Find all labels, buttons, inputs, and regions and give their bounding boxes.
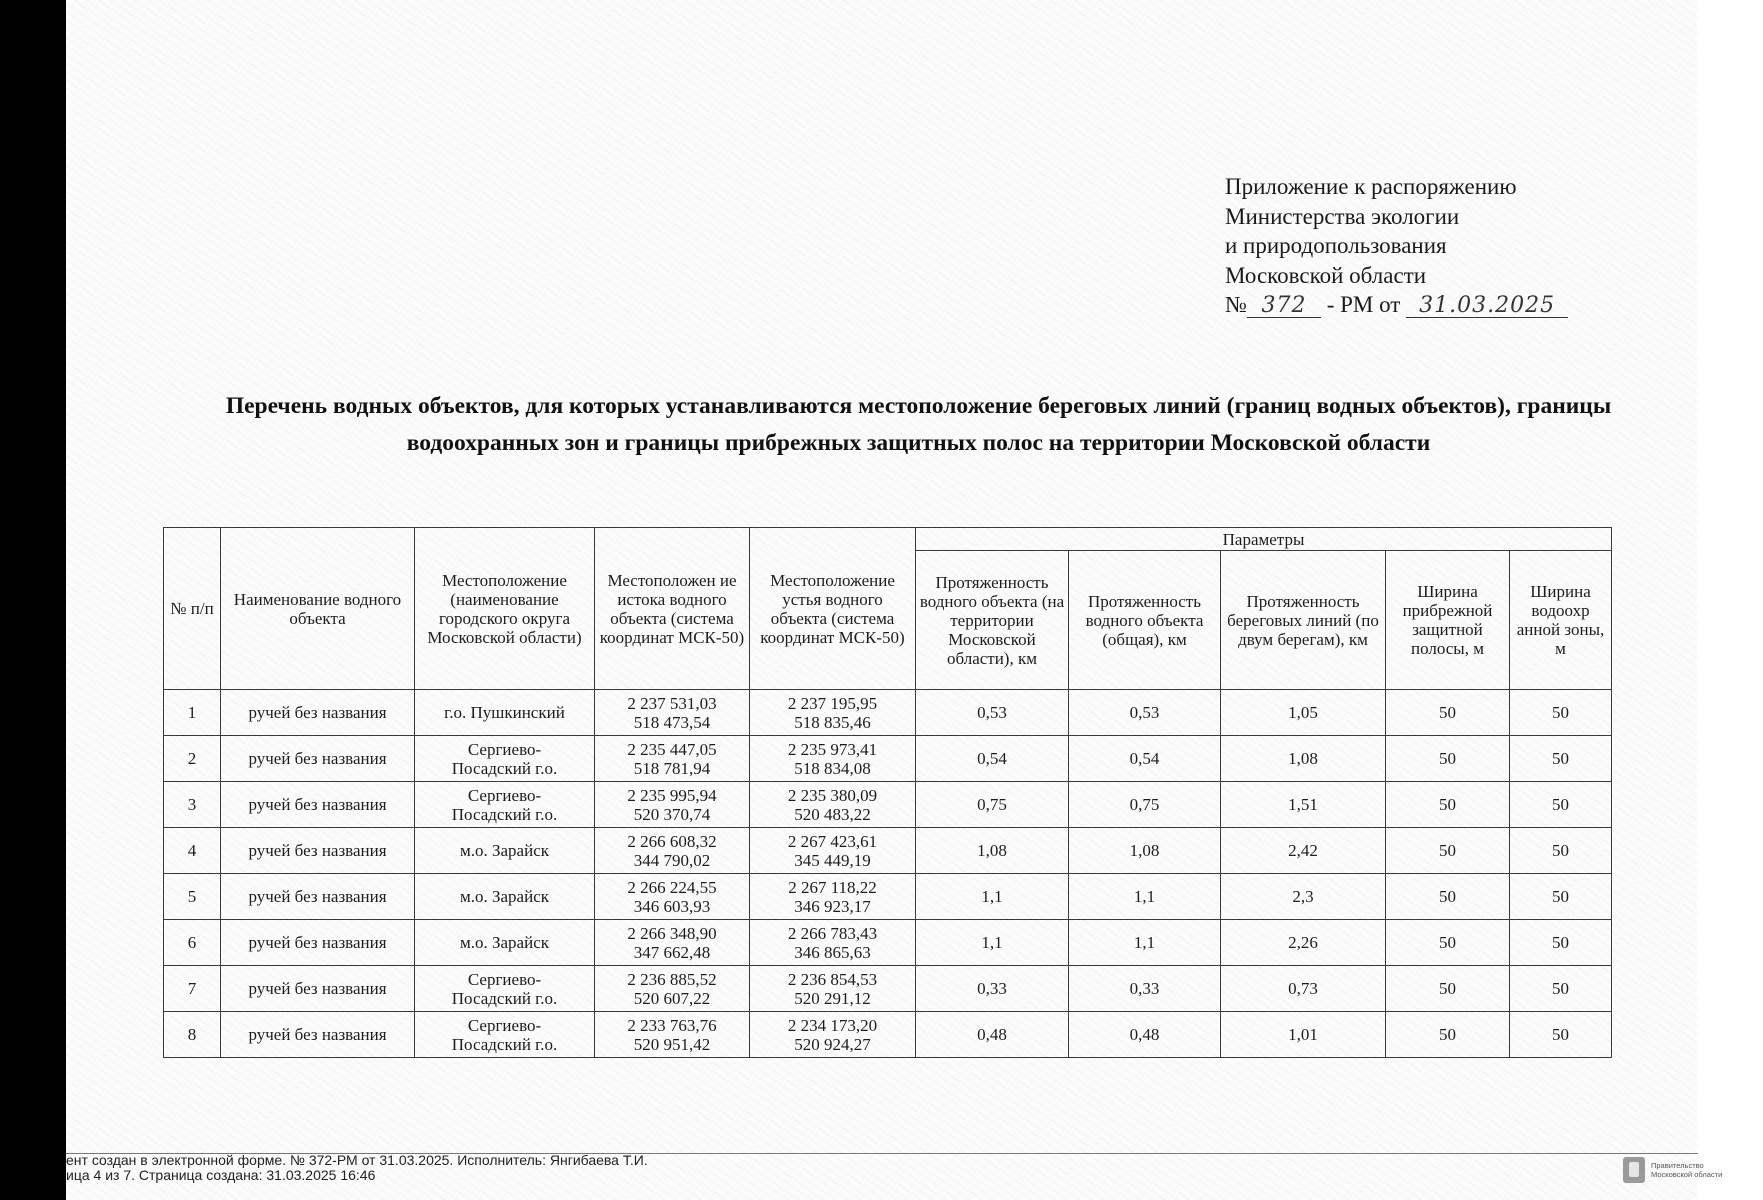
cell-text: 2 237 195,95	[787, 693, 878, 713]
row-zone-width-cell	[1510, 782, 1612, 828]
row-len-total-cell	[1069, 736, 1221, 782]
row-mouth-cell	[750, 782, 916, 828]
row-zone-width-cell	[1510, 920, 1612, 966]
header-len-total: Протяженность водного объекта (общая), км	[1069, 551, 1221, 690]
cell-text: м.о. Зарайск	[459, 933, 550, 952]
gov-logo	[1623, 1153, 1763, 1187]
cell-text: 347 662,48	[633, 942, 711, 962]
row-len-total-cell	[1069, 874, 1221, 920]
header-len-region: Протяженность водного объекта (на территории Московской области), км	[916, 551, 1069, 690]
cell-text: 2 235 447,05	[627, 739, 717, 759]
cell-text: 0,53	[977, 703, 1007, 722]
row-zone-width-cell	[1510, 966, 1612, 1012]
row-num-cell	[164, 920, 221, 966]
cell-text: 2,3	[1292, 887, 1314, 906]
cell-text: ручей без названия	[248, 933, 387, 952]
row-zone-width-cell	[1510, 736, 1612, 782]
row-strip-width-cell	[1386, 920, 1510, 966]
row-len-shore-cell	[1221, 1012, 1386, 1058]
row-num-cell	[164, 782, 221, 828]
row-location-cell	[415, 966, 595, 1012]
row-name-cell	[221, 966, 415, 1012]
row-len-shore-cell	[1221, 874, 1386, 920]
cell-text: ручей без названия	[248, 841, 387, 860]
cell-text: 0,54	[977, 749, 1007, 768]
cell-text: 520 370,74	[633, 804, 711, 824]
cell-text: 1,51	[1288, 795, 1318, 814]
cell-text: 2,42	[1288, 841, 1318, 860]
row-zone-width-cell	[1510, 690, 1612, 736]
row-len-region-cell	[916, 1012, 1069, 1058]
number-middle-text: - РМ от	[1326, 292, 1401, 317]
cell-text: 50	[1439, 703, 1456, 722]
table-row	[164, 920, 1612, 966]
row-len-region-cell	[916, 828, 1069, 874]
row-name-cell	[221, 828, 415, 874]
cell-text: 2 266 348,90	[627, 923, 717, 943]
cell-text: 2 267 118,22	[788, 877, 877, 897]
cell-text: Посадский г.о.	[451, 804, 558, 824]
row-mouth-cell	[750, 920, 916, 966]
cell-text: 1,1	[1133, 933, 1156, 952]
cell-text: Сергиево-	[467, 785, 542, 805]
cell-text: ручей без названия	[248, 1025, 387, 1044]
cell-text: 50	[1439, 749, 1456, 768]
table-row	[164, 736, 1612, 782]
appendix-line: Министерства экологии	[1225, 203, 1460, 229]
row-source-cell	[595, 1012, 750, 1058]
cell-text: 346 865,63	[794, 942, 871, 962]
row-num-cell	[164, 828, 221, 874]
row-location-cell	[415, 1012, 595, 1058]
row-len-region-cell	[916, 736, 1069, 782]
cell-text: 520 607,22	[633, 988, 711, 1008]
cell-text: Посадский г.о.	[451, 988, 558, 1008]
cell-text: 6	[187, 933, 197, 952]
cell-text: 1	[187, 703, 197, 722]
row-len-region-cell	[916, 966, 1069, 1012]
cell-text: ручей без названия	[248, 887, 387, 906]
number-sign: №	[1225, 292, 1247, 317]
row-len-total-cell	[1069, 966, 1221, 1012]
cell-text: 2 235 973,41	[787, 739, 878, 759]
cell-text: 344 790,02	[633, 850, 711, 870]
cell-text: 8	[187, 1025, 197, 1044]
row-strip-width-cell	[1386, 1012, 1510, 1058]
row-num-cell	[164, 874, 221, 920]
cell-text: 1,1	[981, 933, 1003, 952]
cell-text: ручей без названия	[248, 703, 387, 722]
cell-text: 520 924,27	[794, 1034, 871, 1054]
cell-text: 0,75	[1129, 795, 1160, 814]
row-name-cell	[221, 690, 415, 736]
row-name-cell	[221, 736, 415, 782]
cell-text: 50	[1439, 887, 1456, 906]
cell-text: 1,05	[1288, 703, 1318, 722]
row-strip-width-cell	[1386, 966, 1510, 1012]
row-len-total-cell	[1069, 690, 1221, 736]
cell-text: 1,08	[977, 841, 1007, 860]
cell-text: 2 237 531,03	[627, 693, 717, 713]
row-source-cell	[595, 690, 750, 736]
cell-text: 520 483,22	[794, 804, 871, 824]
row-strip-width-cell	[1386, 690, 1510, 736]
cell-text: 50	[1552, 841, 1569, 860]
cell-text: 2 236 854,53	[787, 969, 878, 989]
row-mouth-cell	[750, 966, 916, 1012]
cell-text: 2,26	[1288, 933, 1318, 952]
cell-text: 50	[1552, 979, 1569, 998]
cell-text: 0,33	[977, 979, 1007, 998]
row-len-shore-cell	[1221, 782, 1386, 828]
row-mouth-cell	[750, 690, 916, 736]
cell-text: 1,1	[981, 887, 1003, 906]
row-location-cell	[415, 736, 595, 782]
table-row	[164, 1012, 1612, 1058]
cell-text: 345 449,19	[794, 850, 871, 870]
cell-text: ручей без названия	[248, 749, 387, 768]
cell-text: 2 266 608,32	[627, 831, 717, 851]
cell-text: 0,53	[1129, 703, 1160, 722]
cell-text: 518 834,08	[794, 758, 871, 778]
row-len-shore-cell	[1221, 920, 1386, 966]
cell-text: 50	[1439, 933, 1456, 952]
scan-black-margin	[0, 0, 66, 1200]
row-strip-width-cell	[1386, 782, 1510, 828]
row-strip-width-cell	[1386, 828, 1510, 874]
cell-text: м.о. Зарайск	[459, 887, 550, 906]
cell-text: 50	[1439, 1025, 1456, 1044]
cell-text: 1,1	[1133, 887, 1156, 906]
cell-text: 4	[187, 841, 197, 860]
cell-text: 2	[187, 749, 197, 768]
cell-text: 7	[187, 979, 197, 998]
footer-line: ент создан в электронной форме. № 372-РМ от 31.03.2025. Исполнитель: Янгибаева Т.И.	[66, 1152, 648, 1168]
water-objects-table	[163, 527, 1612, 1058]
table-row	[164, 690, 1612, 736]
table-row	[164, 966, 1612, 1012]
cell-text: 5	[187, 887, 197, 906]
row-name-cell	[221, 920, 415, 966]
row-len-total-cell	[1069, 828, 1221, 874]
cell-text: 50	[1439, 795, 1456, 814]
table-row	[164, 874, 1612, 920]
header-mouth: Местоположение устья водного объекта (система координат МСК-50)	[750, 528, 916, 690]
row-mouth-cell	[750, 874, 916, 920]
cell-text: 2 234 173,20	[787, 1015, 878, 1035]
row-num-cell	[164, 736, 221, 782]
cell-text: 0,48	[977, 1025, 1007, 1044]
row-len-region-cell	[916, 782, 1069, 828]
cell-text: 1,08	[1129, 841, 1160, 860]
row-len-shore-cell	[1221, 736, 1386, 782]
cell-text: 518 473,54	[633, 712, 711, 732]
gov-logo-line: Правительство	[1651, 1161, 1704, 1170]
cell-text: 1,08	[1288, 749, 1318, 768]
row-name-cell	[221, 782, 415, 828]
row-mouth-cell	[750, 828, 916, 874]
row-source-cell	[595, 828, 750, 874]
appendix-line: и природопользования	[1225, 233, 1447, 258]
cell-text: 0,48	[1129, 1025, 1160, 1044]
row-mouth-cell	[750, 1012, 916, 1058]
row-source-cell	[595, 966, 750, 1012]
row-location-cell	[415, 782, 595, 828]
cell-text: 520 291,12	[794, 988, 871, 1008]
cell-text: м.о. Зарайск	[459, 841, 550, 860]
cell-text: 2 235 380,09	[787, 785, 878, 805]
cell-text: 518 781,94	[633, 758, 711, 778]
cell-text: 50	[1552, 933, 1569, 952]
cell-text: 2 266 224,55	[627, 877, 717, 897]
row-source-cell	[595, 782, 750, 828]
cell-text: 0,73	[1288, 979, 1318, 998]
appendix-number-line	[1225, 290, 1568, 320]
row-name-cell	[221, 1012, 415, 1058]
row-location-cell	[415, 874, 595, 920]
footer-line: ица 4 из 7. Страница создана: 31.03.2025 16:46	[66, 1167, 376, 1183]
table-row	[164, 782, 1612, 828]
row-zone-width-cell	[1510, 874, 1612, 920]
header-len-shore: Протяженность береговых линий (по двум берегам), км	[1221, 551, 1386, 690]
cell-text: 50	[1552, 1025, 1569, 1044]
document-title: Перечень водных объектов, для которых устанавливаются местоположение береговых линий (границ водных объектов), границы водоохранных зон и границы прибрежных защитных полос на территории Московской области	[225, 393, 1612, 456]
cell-text: Посадский г.о.	[451, 1034, 558, 1054]
cell-text: ручей без названия	[248, 979, 387, 998]
cell-text: 50	[1552, 887, 1569, 906]
row-len-total-cell	[1069, 920, 1221, 966]
cell-text: 50	[1552, 795, 1569, 814]
cell-text: г.о. Пушкинский	[444, 703, 565, 722]
handwritten-date: 31.03.2025	[1406, 295, 1568, 318]
row-source-cell	[595, 736, 750, 782]
row-num-cell	[164, 690, 221, 736]
appendix-line: Приложение к распоряжению	[1225, 174, 1517, 199]
row-num-cell	[164, 966, 221, 1012]
row-mouth-cell	[750, 736, 916, 782]
row-source-cell	[595, 920, 750, 966]
gov-logo-line: Московской области	[1651, 1170, 1723, 1179]
cell-text: 0,75	[977, 795, 1007, 814]
header-num: № п/п	[164, 528, 221, 690]
row-source-cell	[595, 874, 750, 920]
cell-text: 0,33	[1129, 979, 1160, 998]
cell-text: 346 603,93	[633, 896, 711, 916]
row-num-cell	[164, 1012, 221, 1058]
cell-text: 520 951,42	[633, 1034, 711, 1054]
row-len-shore-cell	[1221, 966, 1386, 1012]
cell-text: 50	[1552, 703, 1569, 722]
row-name-cell	[221, 874, 415, 920]
cell-text: ручей без названия	[248, 795, 387, 814]
header-source: Местоположен ие истока водного объекта (система координат МСК-50)	[595, 528, 750, 690]
header-params: Параметры	[916, 528, 1612, 551]
appendix-block	[1225, 172, 1568, 320]
cell-text: 3	[187, 795, 197, 814]
cell-text: 2 267 423,61	[787, 831, 878, 851]
row-zone-width-cell	[1510, 1012, 1612, 1058]
row-strip-width-cell	[1386, 874, 1510, 920]
row-len-total-cell	[1069, 1012, 1221, 1058]
row-zone-width-cell	[1510, 828, 1612, 874]
cell-text: Сергиево-	[467, 739, 542, 759]
header-name: Наименование водного объекта	[221, 528, 415, 690]
cell-text: 1,01	[1288, 1025, 1318, 1044]
row-location-cell	[415, 828, 595, 874]
row-location-cell	[415, 690, 595, 736]
cell-text: 50	[1439, 979, 1456, 998]
cell-text: 50	[1439, 841, 1456, 860]
row-len-region-cell	[916, 920, 1069, 966]
cell-text: 518 835,46	[794, 712, 871, 732]
cell-text: 50	[1552, 749, 1569, 768]
header-location: Местоположение (наименование городского округа Московской области)	[415, 528, 595, 690]
coat-of-arms-icon	[1623, 1157, 1645, 1183]
cell-text: 2 233 763,76	[627, 1015, 717, 1035]
header-zone-width: Ширина водоохр анной зоны, м	[1510, 551, 1612, 690]
cell-text: Сергиево-	[467, 969, 542, 989]
row-strip-width-cell	[1386, 736, 1510, 782]
appendix-line: Московской области	[1225, 262, 1427, 288]
row-len-total-cell	[1069, 782, 1221, 828]
cell-text: Посадский г.о.	[451, 758, 558, 778]
cell-text: 2 266 783,43	[787, 923, 878, 943]
row-len-shore-cell	[1221, 690, 1386, 736]
footer-text	[66, 1153, 648, 1183]
handwritten-number: 372	[1247, 295, 1321, 318]
row-len-shore-cell	[1221, 828, 1386, 874]
cell-text: Сергиево-	[467, 1015, 542, 1035]
cell-text: 346 923,17	[794, 896, 871, 916]
row-len-region-cell	[916, 690, 1069, 736]
cell-text: 2 235 995,94	[627, 785, 717, 805]
table-row	[164, 828, 1612, 874]
row-len-region-cell	[916, 874, 1069, 920]
document-page	[66, 0, 1723, 1200]
cell-text: 2 236 885,52	[627, 969, 717, 989]
header-strip-width: Ширина прибрежной защитной полосы, м	[1386, 551, 1510, 690]
cell-text: 0,54	[1129, 749, 1160, 768]
row-location-cell	[415, 920, 595, 966]
